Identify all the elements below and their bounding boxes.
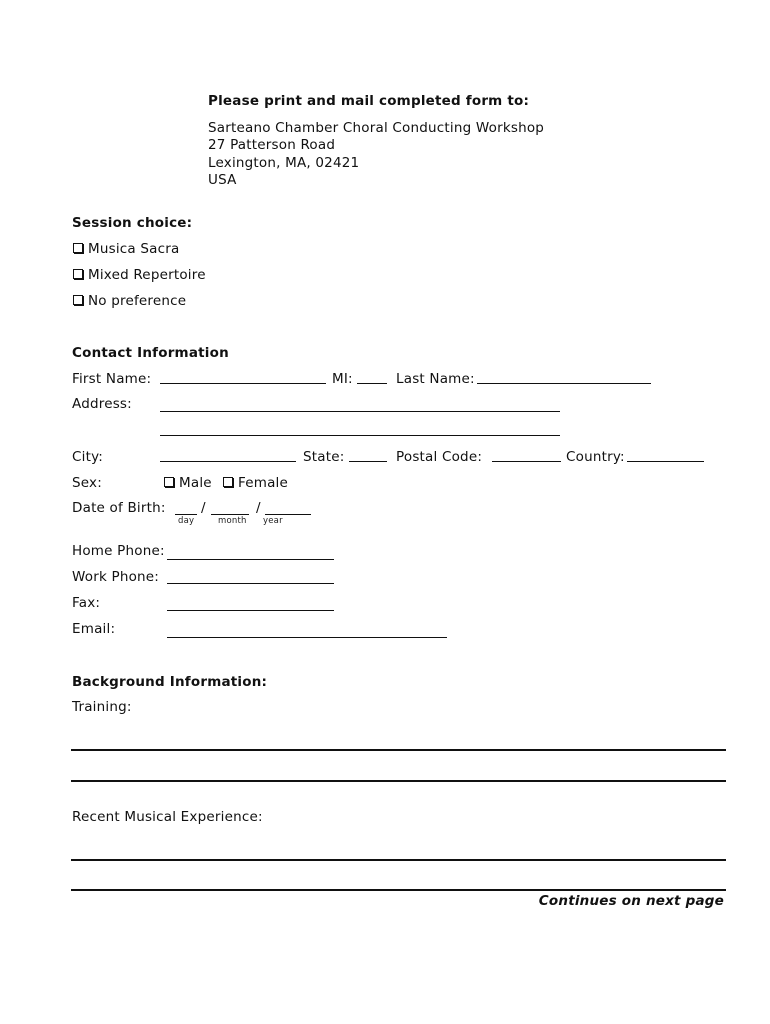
address-field-line-1[interactable]	[160, 411, 560, 412]
dob-year-field[interactable]	[265, 514, 311, 515]
checkbox-icon[interactable]	[73, 295, 83, 305]
address-field-line-2[interactable]	[160, 435, 560, 436]
state-field[interactable]	[349, 461, 387, 462]
session-option-musica-sacra[interactable]: Musica Sacra	[73, 241, 179, 258]
recent-experience-field-line-2[interactable]	[71, 889, 726, 891]
recent-experience-label: Recent Musical Experience:	[72, 809, 263, 825]
last-name-field[interactable]	[477, 383, 651, 384]
checkbox-icon[interactable]	[164, 477, 174, 487]
mailing-address-line: USA	[208, 172, 237, 188]
checkbox-icon[interactable]	[223, 477, 233, 487]
postal-code-field[interactable]	[492, 461, 561, 462]
recent-experience-field-line-1[interactable]	[71, 859, 726, 861]
mailing-address-line: Lexington, MA, 02421	[208, 155, 360, 171]
session-option-mixed-repertoire[interactable]: Mixed Repertoire	[73, 267, 206, 284]
mailing-address-line: Sarteano Chamber Choral Conducting Workshop	[208, 120, 545, 136]
training-field-line-1[interactable]	[71, 749, 726, 751]
continues-note: Continues on next page	[538, 893, 724, 909]
dob-month-caption: month	[218, 516, 247, 526]
dob-separator: /	[256, 500, 261, 516]
fax-label: Fax:	[72, 595, 101, 611]
country-field[interactable]	[627, 461, 704, 462]
sex-label: Sex:	[72, 475, 102, 491]
postal-code-label: Postal Code:	[396, 449, 483, 465]
dob-day-caption: day	[178, 516, 195, 526]
session-option-no-preference[interactable]: No preference	[73, 293, 186, 310]
mi-label: MI:	[332, 371, 353, 387]
mailing-address-line: 27 Patterson Road	[208, 137, 336, 153]
dob-day-field[interactable]	[175, 514, 197, 515]
first-name-label: First Name:	[72, 371, 152, 387]
mi-field[interactable]	[357, 383, 387, 384]
work-phone-label: Work Phone:	[72, 569, 160, 585]
training-label: Training:	[72, 699, 132, 715]
mailing-heading: Please print and mail completed form to:	[208, 93, 530, 109]
checkbox-icon[interactable]	[73, 243, 83, 253]
address-label: Address:	[72, 396, 132, 412]
first-name-field[interactable]	[160, 383, 326, 384]
work-phone-field[interactable]	[167, 583, 334, 584]
dob-separator: /	[201, 500, 206, 516]
dob-month-field[interactable]	[211, 514, 249, 515]
city-label: City:	[72, 449, 104, 465]
last-name-label: Last Name:	[396, 371, 475, 387]
background-heading: Background Information:	[72, 674, 268, 690]
contact-heading: Contact Information	[72, 345, 229, 361]
state-label: State:	[303, 449, 345, 465]
home-phone-field[interactable]	[167, 559, 334, 560]
email-label: Email:	[72, 621, 116, 637]
city-field[interactable]	[160, 461, 296, 462]
training-field-line-2[interactable]	[71, 780, 726, 782]
email-field[interactable]	[167, 637, 447, 638]
country-label: Country:	[566, 449, 625, 465]
fax-field[interactable]	[167, 610, 334, 611]
session-heading: Session choice:	[72, 215, 193, 231]
dob-year-caption: year	[263, 516, 283, 526]
sex-option-male[interactable]: Male	[164, 475, 212, 492]
sex-option-female[interactable]: Female	[223, 475, 288, 492]
checkbox-icon[interactable]	[73, 269, 83, 279]
home-phone-label: Home Phone:	[72, 543, 165, 559]
dob-label: Date of Birth:	[72, 500, 166, 516]
